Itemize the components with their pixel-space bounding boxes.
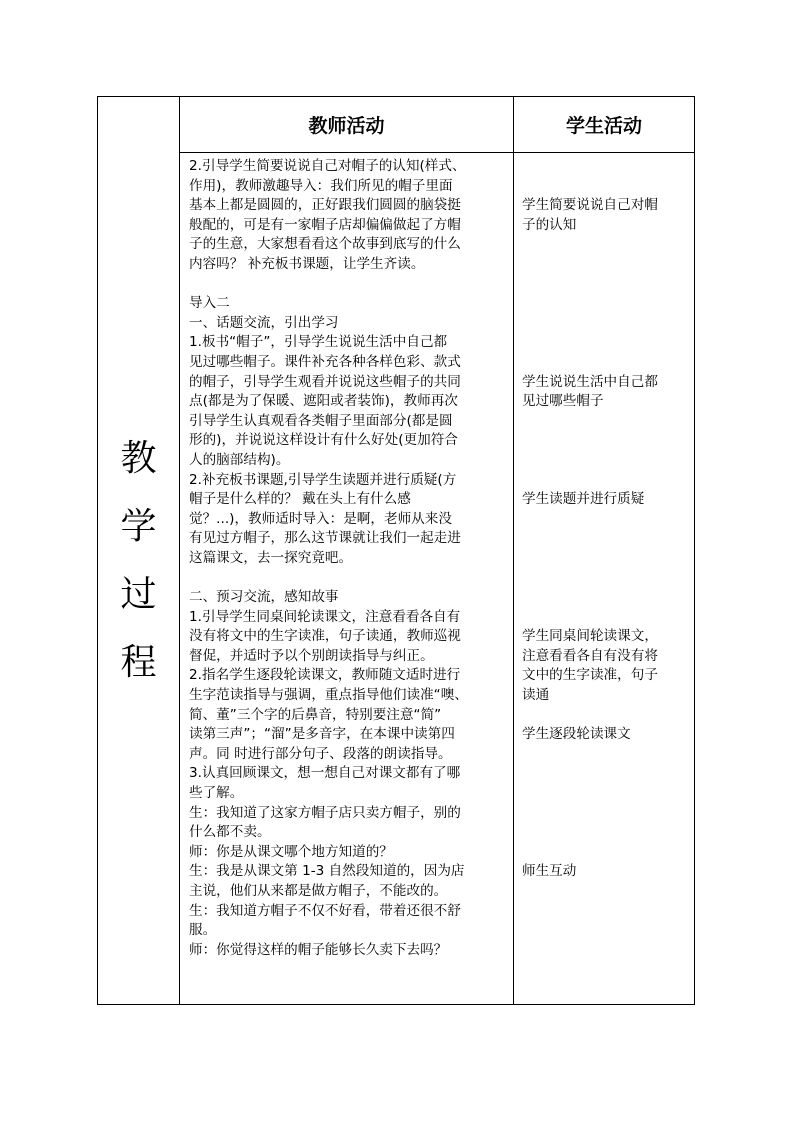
teacher-text-line: 人的脑部结构)。 bbox=[189, 451, 290, 468]
teacher-text-line: 3.认真回顾课文，想一想自己对课文都有了哪 bbox=[189, 765, 461, 782]
student-text-line bbox=[522, 804, 686, 824]
student-text-line: 子的认知 bbox=[522, 216, 577, 233]
teacher-text-line: 服。 bbox=[189, 922, 217, 939]
teacher-activity-text bbox=[180, 153, 513, 960]
teacher-text-line: 引导学生认真观看各类帽子里面部分(都是圆 bbox=[189, 412, 453, 429]
teacher-text-line: 觉？...)，教师适时导入：是啊，老师从来没 bbox=[189, 510, 452, 527]
section-label-char: 教 bbox=[120, 437, 157, 479]
student-text-line bbox=[522, 843, 686, 863]
teacher-text-line: 2.指名学生逐段轮读课文，教师随文适时进行 bbox=[189, 667, 461, 684]
teacher-text-line: 简、董”三个字的后鼻音，特别要注意“简” bbox=[189, 706, 442, 723]
teacher-text-line: 师：你是从课文哪个地方知道的？ bbox=[189, 843, 393, 860]
student-text-line bbox=[522, 823, 686, 843]
teacher-activity-cell bbox=[180, 153, 514, 1005]
student-text-line bbox=[522, 745, 686, 765]
student-text-line: 读通 bbox=[522, 687, 550, 704]
student-text-line bbox=[522, 568, 686, 588]
teacher-text-line: 有见过方帽子，那么这节课就让我们一起走进 bbox=[189, 530, 461, 547]
section-label-char: 程 bbox=[120, 641, 157, 683]
student-text-line bbox=[522, 764, 686, 784]
student-text-line: 见过哪些帽子 bbox=[522, 393, 604, 410]
student-text-line: 学生简要说说自己对帽 bbox=[522, 197, 658, 214]
teacher-text-line: 帽子是什么样的？ 戴在头上有什么感 bbox=[189, 491, 411, 508]
teacher-text-line: 见过哪些帽子。课件补充各种各样色彩、款式 bbox=[189, 353, 461, 370]
student-text-line bbox=[522, 431, 686, 451]
teacher-activity-header: 教师活动 bbox=[180, 97, 514, 153]
teacher-text-line: 1.引导学生同桌间轮读课文，注意看看各自有 bbox=[189, 608, 461, 625]
header-row bbox=[98, 97, 695, 153]
lesson-table bbox=[97, 96, 695, 1005]
student-text-line bbox=[522, 235, 686, 255]
teacher-text-line: 生：我知道了这家方帽子店只卖方帽子，别的 bbox=[189, 804, 461, 821]
student-text-line: 学生同桌间轮读课文， bbox=[522, 628, 658, 645]
student-text-line bbox=[522, 333, 686, 353]
student-text-line bbox=[522, 451, 686, 471]
student-activity-cell bbox=[514, 153, 695, 1005]
teacher-text-line: 2.引导学生简要说说自己对帽子的认知(样式、 bbox=[189, 158, 466, 174]
teacher-text-line: 师：你觉得这样的帽子能够长久卖下去吗？ bbox=[189, 941, 448, 958]
student-text-line: 师生互动 bbox=[522, 863, 577, 880]
teacher-text-line: 内容吗？ 补充板书课题，让学生齐读。 bbox=[189, 255, 425, 272]
student-activity-text bbox=[514, 153, 694, 882]
student-text-line: 学生读题并进行质疑 bbox=[522, 491, 645, 508]
teacher-text-line: 读第三声”；“溜”是多音字，在本课中读第四 bbox=[189, 726, 455, 743]
student-text-line bbox=[522, 706, 686, 726]
teacher-text-line: 生：我是从课文第 1-3 自然段知道的，因为店 bbox=[189, 863, 465, 880]
teacher-text-line: 声。同 时进行部分句子、段落的朗读指导。 bbox=[189, 745, 452, 762]
student-text-line bbox=[522, 784, 686, 804]
teacher-text-line bbox=[189, 275, 505, 295]
student-text-line bbox=[522, 255, 686, 275]
student-text-line bbox=[522, 549, 686, 569]
student-text-line: 注意看看各自有没有将 bbox=[522, 647, 658, 664]
teacher-text-line: 这篇课文，去一探究竟吧。 bbox=[189, 549, 353, 566]
teacher-text-line: 1.板书“帽子”，引导学生说说生活中自己都 bbox=[189, 334, 448, 351]
teacher-text-line: 生字范读指导与强调，重点指导他们读准“噢、 bbox=[189, 687, 468, 704]
student-text-line bbox=[522, 510, 686, 530]
section-label-cell bbox=[98, 97, 180, 1005]
student-activity-header: 学生活动 bbox=[514, 97, 695, 153]
student-text-line bbox=[522, 588, 686, 608]
teacher-text-line: 作用)，教师激趣导入：我们所见的帽子里面 bbox=[189, 177, 453, 194]
teacher-text-line: 督促，并适时予以个别朗读指导与纠正。 bbox=[189, 647, 434, 664]
student-text-line bbox=[522, 353, 686, 373]
section-label-char: 过 bbox=[120, 573, 157, 615]
teacher-text-line: 没有将文中的生字读准，句子读通，教师巡视 bbox=[189, 628, 461, 645]
teacher-text-line: 一、话题交流，引出学习 bbox=[189, 314, 339, 331]
section-label bbox=[120, 425, 156, 697]
student-text-line bbox=[522, 177, 686, 197]
teacher-text-line: 基本上都是圆圆的，正好跟我们圆圆的脑袋挺 bbox=[189, 197, 461, 214]
student-text-line bbox=[522, 412, 686, 432]
teacher-text-line: 点(都是为了保暖、遮阳或者装饰)，教师再次 bbox=[189, 393, 458, 410]
teacher-text-line: 导入二 bbox=[189, 295, 230, 312]
teacher-text-line: 子的生意，大家想看看这个故事到底写的什么 bbox=[189, 236, 461, 253]
student-text-line bbox=[522, 157, 686, 177]
student-text-line bbox=[522, 471, 686, 491]
student-text-line: 文中的生字读准，句子 bbox=[522, 667, 658, 684]
teacher-text-line: 什么都不卖。 bbox=[189, 824, 271, 841]
section-label-char: 学 bbox=[120, 505, 157, 547]
teacher-text-line: 2.补充板书课题,引导学生读题并进行质疑(方 bbox=[189, 471, 457, 488]
student-text-line bbox=[522, 294, 686, 314]
student-text-line bbox=[522, 608, 686, 628]
student-text-line bbox=[522, 314, 686, 334]
teacher-text-line: 二、预习交流，感知故事 bbox=[189, 589, 339, 606]
content-row bbox=[98, 153, 695, 1005]
teacher-text-line: 般配的，可是有一家帽子店却偏偏做起了方帽 bbox=[189, 216, 461, 233]
teacher-text-line: 的帽子，引导学生观看并说说这些帽子的共同 bbox=[189, 373, 461, 390]
teacher-text-line: 主说，他们从来都是做方帽子，不能改的。 bbox=[189, 882, 448, 899]
teacher-text-line: 形的)，并说说这样设计有什么好处(更加符合 bbox=[189, 432, 458, 449]
teacher-text-line bbox=[189, 568, 505, 588]
student-text-line bbox=[522, 275, 686, 295]
student-text-line: 学生逐段轮读课文 bbox=[522, 726, 631, 743]
student-text-line bbox=[522, 529, 686, 549]
teacher-text-line: 些了解。 bbox=[189, 785, 244, 801]
student-text-line: 学生说说生活中自己都 bbox=[522, 373, 658, 390]
teacher-text-line: 生：我知道方帽子不仅不好看，带着还很不舒 bbox=[189, 902, 461, 919]
